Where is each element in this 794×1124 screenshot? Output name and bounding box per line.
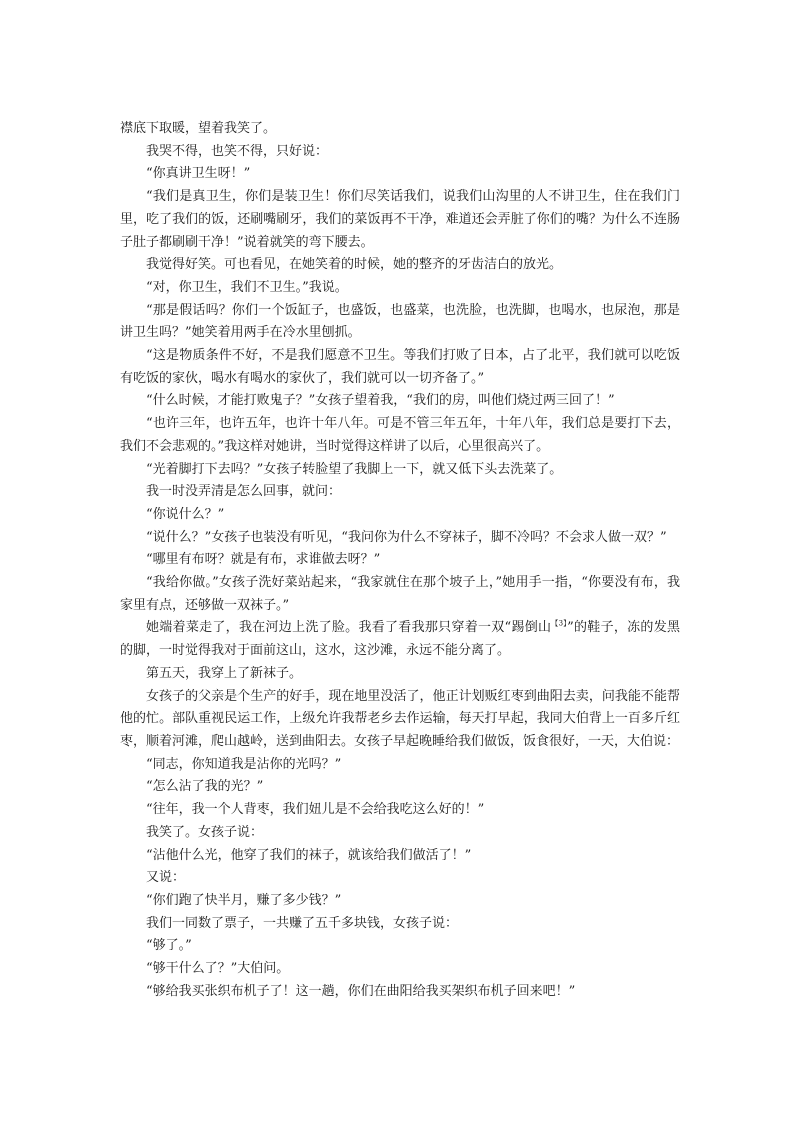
- paragraph: “什么时候，才能打败鬼子？”女孩子望着我，“我们的房，叫他们烧过两三回了！”: [146, 393, 615, 409]
- paragraph: 襟底下取暖，望着我笑了。: [120, 121, 277, 136]
- paragraph: “我们是真卫生，你们是装卫生！你们尽笑话我们，说我们山沟里的人不讲卫生，住在我们门里，吃了我们的饭，还刷嘴刷牙，我们的菜饭再不干净，难道还会弄脏了你们的嘴？为什么不连肠子肚子都刷刷干净！”说着就笑的弯下腰去。: [120, 189, 680, 250]
- paragraph: “这是物质条件不好，不是我们愿意不卫生。等我们打败了日本，占了北平，我们就可以吃饭有吃饭的家伙，喝水有喝水的家伙了，我们就可以一切齐备了。”: [120, 348, 680, 386]
- paragraph: 又说：: [146, 870, 186, 886]
- paragraph: 女孩子的父亲是个生产的好手，现在地里没活了，他正计划贩红枣到曲阳去卖，问我能不能帮他的忙。部队重视民运工作，上级允许我帮老乡去作运输，每天打早起，我同大伯背上一百多斤红枣，顺着河滩，爬山越岭，送到曲阳去。女孩子早起晚睡给我们做饭，饭食很好，一天，大伯说：: [120, 688, 680, 749]
- paragraph: “那是假话吗？你们一个饭缸子，也盛饭，也盛菜，也洗脸，也洗脚，也喝水，也尿泡，那是讲卫生吗？”她笑着用两手在冷水里刨抓。: [120, 302, 680, 341]
- paragraph: “沾他什么光，他穿了我们的袜子，就该给我们做活了！”: [146, 847, 472, 863]
- paragraph: “够给我买张织布机子了！这一趟，你们在曲阳给我买架织布机子回来吧！”: [146, 983, 576, 999]
- paragraph: “光着脚打下去吗？”女孩子转脸望了我脚上一下，就又低下头去洗菜了。: [146, 461, 563, 477]
- paragraph: 我一时没弄清是怎么回事，就问：: [146, 484, 342, 500]
- paragraph: “往年，我一个人背枣，我们妞儿是不会给我吃这么好的！”: [146, 802, 485, 818]
- paragraph: 我哭不得，也笑不得，只好说：: [146, 143, 329, 159]
- paragraph: “你真讲卫生呀！”: [146, 166, 251, 182]
- paragraph: “够干什么了？”大伯问。: [146, 961, 290, 977]
- footnote-marker: 【3】: [551, 620, 568, 629]
- paragraph: 我笑了。女孩子说：: [146, 824, 264, 840]
- paragraph-text-after: ”的鞋子，冻的发黑的脚，一时觉得我对于面前这山，这水，这沙滩，永远不能分离了。: [120, 620, 680, 659]
- document-page: [120, 118, 680, 1003]
- paragraph: “怎么沾了我的光？”: [146, 779, 264, 795]
- paragraph: 我们一同数了票子，一共赚了五千多块钱，女孩子说：: [146, 915, 459, 931]
- paragraph: “你们跑了快半月，赚了多少钱？”: [146, 892, 342, 908]
- paragraph: “也许三年，也许五年，也许十年八年。可是不管三年五年，十年八年，我们总是要打下去，我们不会悲观的。”我这样对她讲，当时觉得这样讲了以后，心里很高兴了。: [120, 416, 680, 454]
- paragraph-text-before: 她端着菜走了，我在河边上洗了脸。我看了看我那只穿着一双“踢倒山: [146, 620, 552, 636]
- paragraph: “说什么？”女孩子也装没有听见，“我问你为什么不穿袜子，脚不冷吗？不会求人做一双？”: [146, 529, 667, 545]
- paragraph: “对，你卫生，我们不卫生。”我说。: [146, 279, 348, 295]
- paragraph: 第五天，我穿上了新袜子。: [146, 665, 303, 681]
- paragraph: “够了。”: [146, 938, 192, 954]
- paragraph: 我觉得好笑。可也看见，在她笑着的时候，她的整齐的牙齿洁白的放光。: [146, 257, 563, 273]
- paragraph: “哪里有布呀？就是有布，求谁做去呀？”: [146, 552, 381, 568]
- paragraph: “我给你做。”女孩子洗好菜站起来，“我家就住在那个坡子上，”她用手一指，“你要没有布，我家里有点，还够做一双袜子。”: [120, 575, 680, 613]
- paragraph-with-footnote: [120, 617, 680, 662]
- paragraph: “你说什么？”: [146, 506, 225, 522]
- paragraph: “同志，你知道我是沾你的光吗？”: [146, 756, 342, 772]
